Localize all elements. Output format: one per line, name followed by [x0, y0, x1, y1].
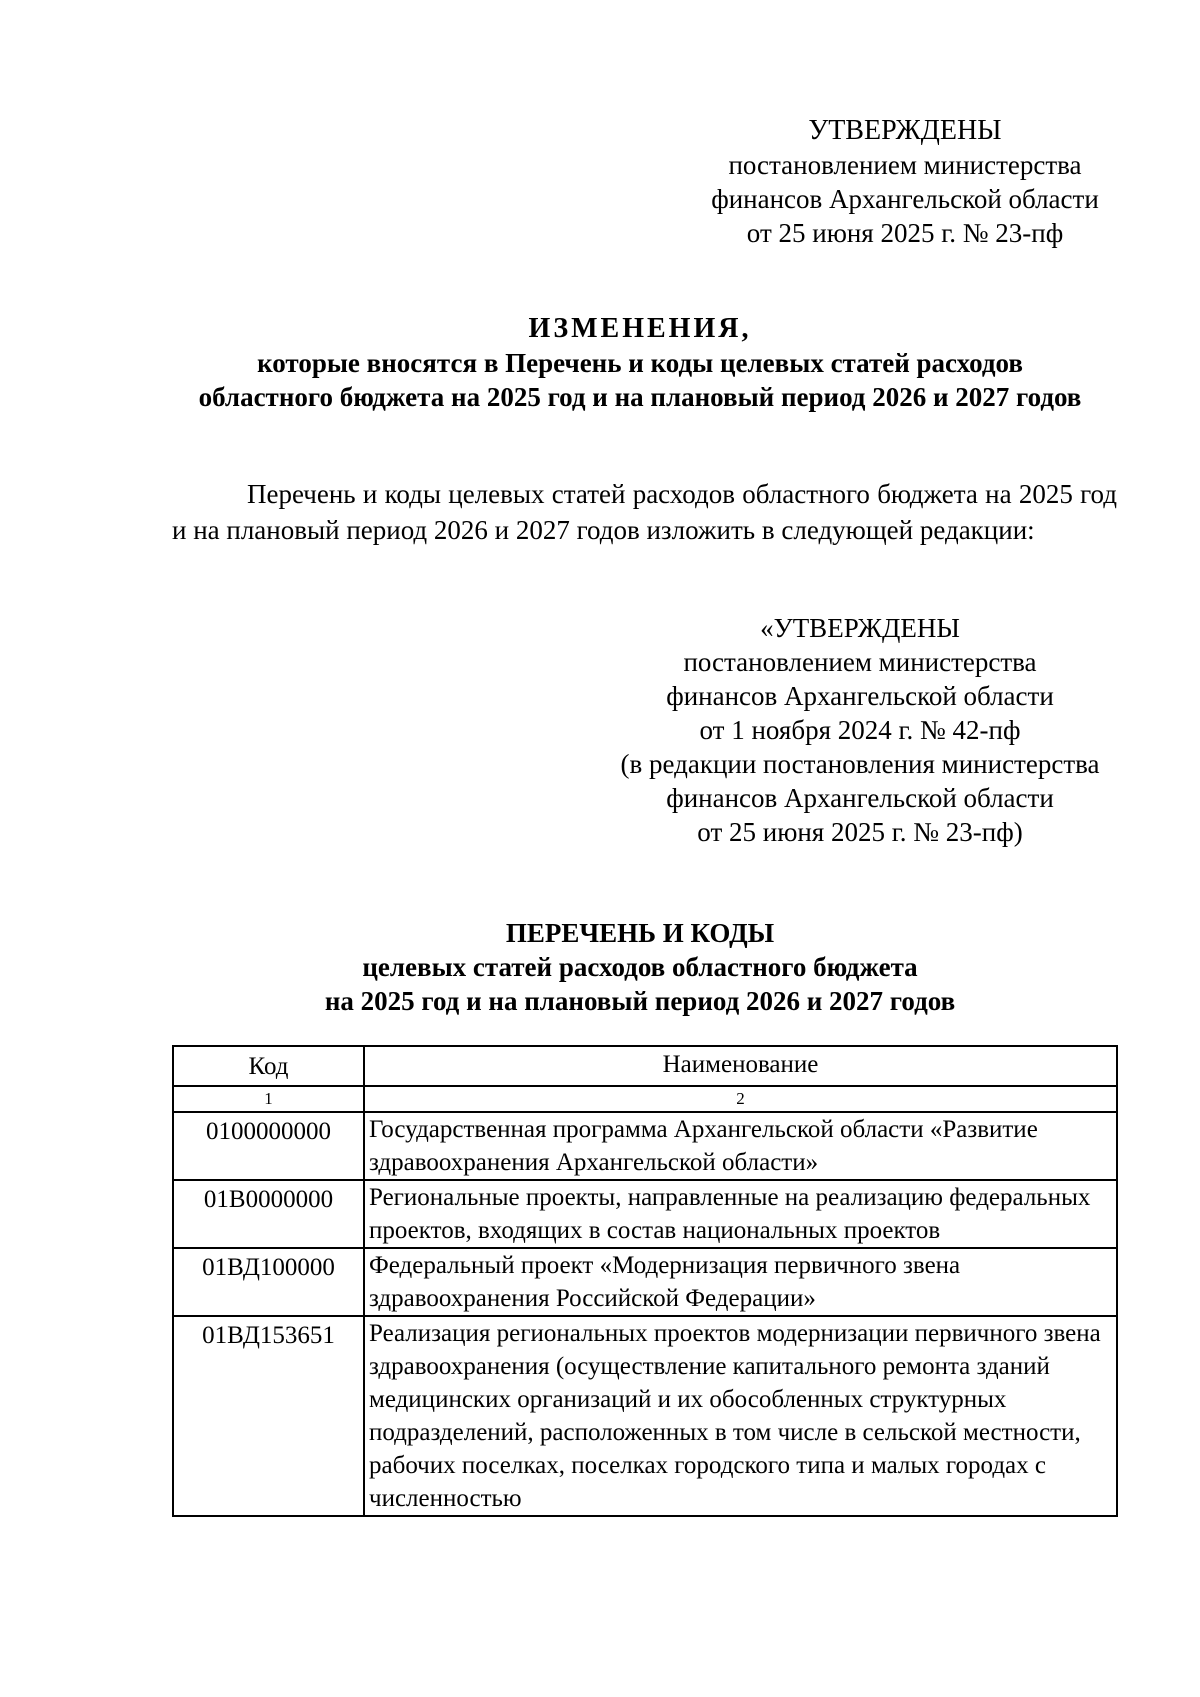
- row-name: Региональные проекты, направленные на реализацию федеральных проектов, входящих в состав национальных проектов: [364, 1180, 1117, 1248]
- table-row: [173, 1316, 1117, 1516]
- approval-line: финансов Архангельской области: [666, 681, 1054, 711]
- column-number: 2: [364, 1086, 1117, 1112]
- table-row: [173, 1112, 1117, 1180]
- approval-heading: УТВЕРЖДЕНЫ: [808, 115, 1002, 146]
- changes-title-main: ИЗМЕНЕНИЯ,: [528, 313, 752, 344]
- approval-line: от 1 ноября 2024 г. № 42-пф: [699, 715, 1021, 745]
- row-name: Государственная программа Архангельской области «Развитие здравоохранения Архангельской области»: [364, 1112, 1117, 1180]
- row-name: Реализация региональных проектов модернизации первичного звена здравоохранения (осуществление капитального ремонта зданий медицинских организаций и их обособленных структурных подразделений, расположенных в том числе в сельской местности, рабочих поселках, поселках городского типа и малых городах с численностью: [364, 1316, 1117, 1516]
- row-code: 01ВД100000: [173, 1248, 364, 1316]
- approval-line: постановлением министерства: [728, 150, 1082, 180]
- intro-paragraph: Перечень и коды целевых статей расходов областного бюджета на 2025 год и на плановый период 2026 и 2027 годов изложить в следующей редакции:: [172, 479, 1117, 545]
- row-code: 01В0000000: [173, 1180, 364, 1248]
- row-code: 01ВД153651: [173, 1316, 364, 1516]
- approval-block-top: [690, 114, 1120, 250]
- list-title-line: целевых статей расходов областного бюджета: [362, 952, 918, 982]
- approval-heading: «УТВЕРЖДЕНЫ: [760, 613, 960, 643]
- approval-line: постановлением министерства: [683, 647, 1037, 677]
- header-name: Наименование: [364, 1046, 1117, 1086]
- changes-title-line: областного бюджета на 2025 год и на плановый период 2026 и 2027 годов: [198, 382, 1082, 412]
- table-row: [173, 1180, 1117, 1248]
- approval-line: от 25 июня 2025 г. № 23-пф): [697, 817, 1023, 847]
- row-code: 0100000000: [173, 1112, 364, 1180]
- changes-title: [160, 312, 1120, 414]
- list-title-main: ПЕРЕЧЕНЬ И КОДЫ: [505, 918, 775, 948]
- approval-line: от 25 июня 2025 г. № 23-пф: [746, 218, 1064, 248]
- column-number: 1: [173, 1086, 364, 1112]
- codes-table: [172, 1045, 1118, 1517]
- approval-line: (в редакции постановления министерства: [620, 749, 1100, 779]
- approval-line: финансов Архангельской области: [711, 184, 1099, 214]
- list-title-line: на 2025 год и на плановый период 2026 и 2027 годов: [324, 986, 956, 1016]
- header-code: Код: [173, 1046, 364, 1086]
- changes-title-line: которые вносятся в Перечень и коды целевых статей расходов: [257, 348, 1023, 378]
- approval-block-inner: [600, 611, 1120, 849]
- table-row: [173, 1248, 1117, 1316]
- approval-line: финансов Архангельской области: [666, 783, 1054, 813]
- row-name: Федеральный проект «Модернизация первичного звена здравоохранения Российской Федерации»: [364, 1248, 1117, 1316]
- table-column-numbers-row: [173, 1086, 1117, 1112]
- list-title: [160, 916, 1120, 1018]
- table-header-row: [173, 1046, 1117, 1086]
